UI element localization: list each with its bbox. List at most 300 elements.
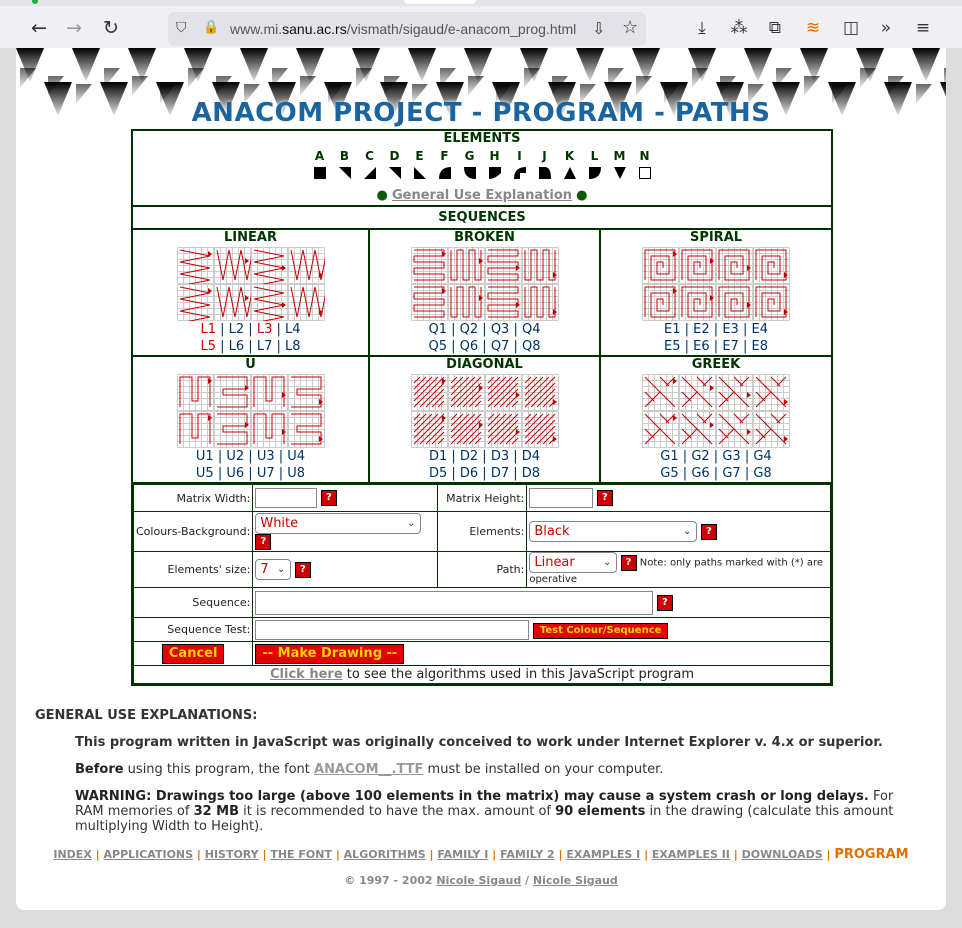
element-letter: F <box>440 149 449 163</box>
path-thumbnail-icon[interactable] <box>177 284 214 321</box>
code-separator: | <box>738 339 752 354</box>
sequence-codes-row <box>601 449 831 465</box>
path-thumbnail-icon[interactable] <box>177 411 214 448</box>
path-thumbnail-icon[interactable] <box>411 247 448 284</box>
address-bar[interactable] <box>168 12 646 46</box>
nav-separator: | <box>331 848 344 861</box>
sequence-code-link[interactable]: L5 <box>200 339 216 354</box>
thumbnail-grid <box>177 247 325 321</box>
sequence-codes-row <box>133 322 368 338</box>
algorithms-text: to see the algorithms used in this JavaScript program <box>342 667 694 682</box>
path-thumbnail-icon[interactable] <box>448 284 485 321</box>
sequence-code-link[interactable]: L7 <box>256 339 273 354</box>
nav-separator: | <box>822 848 835 861</box>
sequence-code-link[interactable]: L6 <box>228 339 245 354</box>
element-l <box>582 149 607 182</box>
code-separator: | <box>274 449 288 464</box>
sequence-codes-row <box>370 322 599 338</box>
path-thumbnail-icon[interactable] <box>485 374 522 411</box>
code-separator: | <box>213 466 227 481</box>
code-separator: | <box>478 322 491 337</box>
sequence-code-link[interactable]: G3 <box>722 449 741 464</box>
elements-header: ELEMENTS <box>443 131 521 146</box>
reload-button[interactable]: ↻ <box>103 17 119 39</box>
sequence-cell <box>253 588 831 618</box>
code-separator: | <box>740 449 754 464</box>
program-panel <box>131 129 833 686</box>
paragraph-font <box>75 762 895 777</box>
puzzle-icon[interactable]: ⧉ <box>768 18 782 38</box>
url-text[interactable] <box>230 21 576 37</box>
code-separator: | <box>709 339 723 354</box>
code-separator: | <box>447 322 460 337</box>
path-thumbnail-icon[interactable] <box>251 411 288 448</box>
size-help-button[interactable]: ? <box>295 562 311 578</box>
element-i <box>507 149 532 182</box>
sequence-code-link[interactable]: D7 <box>490 466 510 481</box>
element-letter: J <box>542 149 547 163</box>
page-title: ANACOM PROJECT - PROGRAM - PATHS <box>191 98 771 128</box>
author-email-link[interactable]: Nicole Sigaud <box>532 874 618 887</box>
sequence-code-link[interactable]: E6 <box>693 339 710 354</box>
group-title: DIAGONAL <box>446 357 523 372</box>
path-thumbnail-icon[interactable] <box>485 411 522 448</box>
matrix-height-help-button[interactable]: ? <box>597 490 613 506</box>
elements-colour-label: Elements: <box>438 512 527 552</box>
nav-link-the-font[interactable]: THE FONT <box>270 848 332 861</box>
element-list <box>133 149 831 182</box>
code-separator: | <box>244 339 257 354</box>
sequence-code-link[interactable]: D4 <box>521 449 541 464</box>
path-thumbnail-icon[interactable] <box>288 247 325 284</box>
sequence-code-link[interactable]: Q1 <box>428 322 447 337</box>
elements-section <box>133 131 831 207</box>
code-separator: | <box>478 466 491 481</box>
copyright-line <box>16 874 946 887</box>
elements-size-select[interactable] <box>255 559 291 580</box>
element-letter: K <box>564 149 575 163</box>
nav-link-applications[interactable]: APPLICATIONS <box>103 848 194 861</box>
cancel-cell <box>134 642 253 666</box>
code-separator: | <box>216 322 229 337</box>
code-separator: | <box>274 466 288 481</box>
element-letter: D <box>389 149 400 163</box>
sequence-code-link[interactable]: Q5 <box>428 339 447 354</box>
chevron-down-icon: ⌄ <box>602 557 612 568</box>
sequence-code-link[interactable]: Q6 <box>459 339 479 354</box>
elements-colour-cell <box>527 512 831 552</box>
sequence-code-link[interactable]: L1 <box>200 322 216 337</box>
background-colour-cell <box>253 512 438 552</box>
sequence-code-link[interactable]: D8 <box>521 466 541 481</box>
path-thumbnail-icon[interactable] <box>716 247 753 284</box>
path-note: Note: only paths marked with (*) are operative <box>529 557 824 585</box>
sequence-code-link[interactable]: Q2 <box>459 322 479 337</box>
elements-size-cell <box>253 552 438 588</box>
tab-indicator <box>32 0 38 4</box>
extensions-grid-icon[interactable]: ⁂ <box>730 18 748 38</box>
warning-ram-lead: For RAM memories of <box>75 789 894 819</box>
sequence-code-link[interactable]: E4 <box>751 322 768 337</box>
path-thumbnail-icon[interactable] <box>177 247 214 284</box>
element-letter: A <box>314 149 325 163</box>
element-glyph-icon <box>414 167 426 179</box>
sequence-test-label: Sequence Test: <box>134 618 253 642</box>
sequence-codes-row <box>370 466 599 482</box>
path-thumbnail-icon[interactable] <box>679 374 716 411</box>
code-separator: | <box>244 466 257 481</box>
sequence-code-link[interactable]: U5 <box>195 466 214 481</box>
sequence-code-link[interactable]: U3 <box>256 449 275 464</box>
background-colour-value: White <box>260 516 299 531</box>
path-cell <box>527 552 831 588</box>
path-thumbnail-icon[interactable] <box>448 411 485 448</box>
element-letter: N <box>639 149 650 163</box>
font-sentence-end: must be installed on your computer. <box>423 762 664 777</box>
sequence-code-link[interactable]: Q3 <box>490 322 510 337</box>
sequence-test-cell <box>253 618 831 642</box>
path-thumbnail-icon[interactable] <box>411 374 448 411</box>
element-letter: C <box>365 149 374 163</box>
path-help-button[interactable]: ? <box>621 555 637 571</box>
element-g <box>457 149 482 182</box>
elements-size-label: Elements' size: <box>134 552 253 588</box>
path-thumbnail-icon[interactable] <box>411 284 448 321</box>
group-linear <box>133 230 370 355</box>
group-spiral <box>601 230 831 355</box>
sequence-code-link[interactable]: U7 <box>256 466 275 481</box>
element-glyph-icon <box>564 167 576 179</box>
back-button[interactable]: ← <box>31 17 47 39</box>
background-help-button[interactable]: ? <box>255 534 271 550</box>
font-file-link[interactable]: ANACOM__.TTF <box>314 762 424 777</box>
path-thumbnail-icon[interactable] <box>716 284 753 321</box>
nav-link-examples-ii[interactable]: EXAMPLES II <box>651 848 730 861</box>
element-letter: L <box>590 149 599 163</box>
nav-link-downloads[interactable]: DOWNLOADS <box>741 848 823 861</box>
element-a <box>307 149 332 182</box>
sequence-code-link[interactable]: L3 <box>256 322 273 337</box>
sequence-codes-row <box>133 339 368 355</box>
elements-size-value: 7 <box>260 562 269 577</box>
sequence-code-link[interactable]: U2 <box>226 449 245 464</box>
algorithms-row <box>134 666 831 684</box>
element-m <box>607 149 632 182</box>
path-thumbnail-icon[interactable] <box>642 411 679 448</box>
sequence-code-link[interactable]: U1 <box>195 449 214 464</box>
test-colour-sequence-button[interactable]: Test Colour/Sequence <box>533 623 669 639</box>
cancel-button[interactable]: Cancel <box>162 644 225 664</box>
path-thumbnail-icon[interactable] <box>288 374 325 411</box>
element-e <box>407 149 432 182</box>
sequence-code-link[interactable]: E7 <box>722 339 739 354</box>
element-letter: M <box>613 149 626 163</box>
element-glyph-icon <box>489 167 501 179</box>
element-glyph-icon <box>464 167 476 179</box>
element-glyph-icon <box>614 167 626 179</box>
sequence-code-link[interactable]: L2 <box>228 322 245 337</box>
sequence-codes-row <box>370 339 599 355</box>
code-separator: | <box>740 466 754 481</box>
elements-colour-select[interactable] <box>529 521 697 542</box>
group-title: U <box>245 357 256 372</box>
nav-link-algorithms[interactable]: ALGORITHMS <box>343 848 426 861</box>
path-thumbnail-icon[interactable] <box>522 374 559 411</box>
nav-separator: | <box>729 848 742 861</box>
paragraph-javascript: This program written in JavaScript was originally conceived to work under Internet Explorer v. 4.x or superior. <box>75 735 883 750</box>
sequence-code-link[interactable]: Q8 <box>522 339 541 354</box>
code-separator: | <box>447 339 460 354</box>
footer-navigation <box>16 847 946 862</box>
shield-icon[interactable]: ⛉ <box>176 20 187 36</box>
overflow-chevron-icon[interactable]: » <box>880 18 892 38</box>
path-thumbnail-icon[interactable] <box>753 284 790 321</box>
bookmark-star-icon[interactable]: ☆ <box>622 17 639 38</box>
code-separator: | <box>678 466 692 481</box>
sequence-input[interactable] <box>255 591 653 615</box>
group-title: SPIRAL <box>689 230 743 245</box>
url-prefix: www.mi. <box>230 21 283 37</box>
element-glyph-icon <box>589 167 601 179</box>
drawing-form <box>133 484 831 684</box>
url-domain: sanu.ac.rs <box>282 21 347 37</box>
path-thumbnail-icon[interactable] <box>642 247 679 284</box>
warning-max-value: 90 elements <box>555 804 646 819</box>
path-thumbnail-icon[interactable] <box>753 374 790 411</box>
sidebar-icon[interactable]: ◫ <box>842 18 860 38</box>
font-sentence-mid: using this program, the font <box>123 762 315 777</box>
sequence-code-link[interactable]: E5 <box>664 339 681 354</box>
elements-colour-value: Black <box>534 524 570 539</box>
page-content <box>16 48 946 910</box>
sequence-code-link[interactable]: D2 <box>459 449 479 464</box>
sequence-code-link[interactable]: G5 <box>660 466 679 481</box>
make-drawing-button[interactable]: -- Make Drawing -- <box>255 644 404 664</box>
elements-help-button[interactable]: ? <box>701 524 717 540</box>
element-n <box>632 149 657 182</box>
group-diagonal <box>370 357 601 482</box>
element-glyph-icon <box>314 167 326 179</box>
path-thumbnail-icon[interactable] <box>716 374 753 411</box>
paragraph-warning <box>75 789 895 834</box>
warning-max-lead: it is recommended to have the max. amount of <box>239 804 556 819</box>
sequences-header-row <box>133 207 831 230</box>
group-u <box>133 357 370 482</box>
sequences-header: SEQUENCES <box>438 210 526 225</box>
sequence-code-link[interactable]: G2 <box>691 449 710 464</box>
sequence-code-link[interactable]: E1 <box>664 322 681 337</box>
code-separator: | <box>447 466 460 481</box>
code-separator: | <box>478 449 491 464</box>
nav-link-family-2[interactable]: FAMILY 2 <box>500 848 555 861</box>
matrix-width-help-button[interactable]: ? <box>321 490 337 506</box>
sequence-test-input[interactable] <box>255 620 529 640</box>
sequence-code-link[interactable]: U6 <box>226 466 245 481</box>
path-thumbnail-icon[interactable] <box>642 284 679 321</box>
path-thumbnail-icon[interactable] <box>288 411 325 448</box>
thumbnail-grid <box>642 374 790 448</box>
code-separator: | <box>738 322 752 337</box>
sequence-row-2 <box>133 357 831 484</box>
path-thumbnail-icon[interactable] <box>716 411 753 448</box>
path-thumbnail-icon[interactable] <box>411 411 448 448</box>
path-select[interactable] <box>529 552 617 573</box>
sequence-code-link[interactable]: Q7 <box>490 339 510 354</box>
sequence-code-link[interactable]: D5 <box>428 466 448 481</box>
chevron-down-icon: ⌄ <box>406 518 416 529</box>
nav-link-family-i[interactable]: FAMILY I <box>437 848 489 861</box>
sequence-help-button[interactable]: ? <box>657 595 673 611</box>
code-separator: | <box>680 339 694 354</box>
nav-link-examples-i[interactable]: EXAMPLES I <box>566 848 641 861</box>
author-separator: / <box>525 874 530 887</box>
path-thumbnail-icon[interactable] <box>448 247 485 284</box>
code-separator: | <box>709 466 723 481</box>
sequence-codes-row <box>601 339 831 355</box>
sequence-code-link[interactable]: G1 <box>660 449 679 464</box>
code-separator: | <box>478 339 491 354</box>
element-glyph-icon <box>539 167 551 179</box>
path-thumbnail-icon[interactable] <box>485 247 522 284</box>
element-k <box>557 149 582 182</box>
sequence-code-link[interactable]: D6 <box>459 466 479 481</box>
path-thumbnail-icon[interactable] <box>214 411 251 448</box>
nav-link-history[interactable]: HISTORY <box>204 848 259 861</box>
matrix-width-label: Matrix Width: <box>134 485 253 512</box>
group-broken <box>370 230 601 355</box>
algorithms-link[interactable]: Click here <box>270 667 343 682</box>
author-link[interactable]: Nicole Sigaud <box>436 874 522 887</box>
path-thumbnail-icon[interactable] <box>522 284 559 321</box>
background-colour-select[interactable] <box>255 513 421 534</box>
sequence-code-link[interactable]: G4 <box>753 449 772 464</box>
path-thumbnail-icon[interactable] <box>214 374 251 411</box>
matrix-width-cell <box>253 485 438 512</box>
path-thumbnail-icon[interactable] <box>251 247 288 284</box>
element-glyph-icon <box>339 167 351 179</box>
path-value: Linear <box>534 555 575 570</box>
lock-icon[interactable]: 🔒 <box>203 20 220 35</box>
save-page-icon[interactable]: ⇩ <box>592 19 606 38</box>
code-separator: | <box>244 322 257 337</box>
code-separator: | <box>678 449 692 464</box>
nav-separator: | <box>193 848 205 861</box>
chevron-down-icon: ⌄ <box>682 526 692 537</box>
path-thumbnail-icon[interactable] <box>214 284 251 321</box>
nav-separator: | <box>91 848 104 861</box>
path-thumbnail-icon[interactable] <box>448 374 485 411</box>
sequence-code-link[interactable]: U8 <box>287 466 306 481</box>
url-path: /vismath/sigaud/e-anacom_prog.html <box>346 21 577 37</box>
sequence-code-link[interactable]: Q4 <box>522 322 541 337</box>
sequence-code-link[interactable]: D3 <box>490 449 510 464</box>
element-glyph-icon <box>364 167 376 179</box>
sequence-code-link[interactable]: G6 <box>691 466 710 481</box>
copyright-years: © 1997 - 2002 <box>344 874 433 887</box>
element-letter: E <box>415 149 424 163</box>
path-thumbnail-icon[interactable] <box>485 284 522 321</box>
path-thumbnail-icon[interactable] <box>753 247 790 284</box>
general-use-link[interactable]: General Use Explanation <box>391 188 573 203</box>
matrix-height-cell <box>527 485 831 512</box>
chevron-down-icon: ⌄ <box>276 564 286 575</box>
sequence-code-link[interactable]: D1 <box>428 449 448 464</box>
active-tab[interactable] <box>404 0 476 4</box>
sequence-code-link[interactable]: G7 <box>722 466 741 481</box>
path-thumbnail-icon[interactable] <box>522 411 559 448</box>
element-f <box>432 149 457 182</box>
addon-icon[interactable]: ≋ <box>805 18 821 38</box>
sequence-code-link[interactable]: E3 <box>722 322 739 337</box>
path-thumbnail-icon[interactable] <box>251 284 288 321</box>
sequence-code-link[interactable]: U4 <box>287 449 306 464</box>
matrix-width-input[interactable] <box>255 488 317 508</box>
sequence-code-link[interactable]: G8 <box>753 466 772 481</box>
thumbnail-grid <box>411 374 559 448</box>
path-thumbnail-icon[interactable] <box>522 247 559 284</box>
group-title: GREEK <box>691 357 741 372</box>
path-thumbnail-icon[interactable] <box>753 411 790 448</box>
code-separator: | <box>216 339 229 354</box>
downloads-icon[interactable]: ⤓ <box>698 18 706 38</box>
nav-separator: | <box>640 848 652 861</box>
code-separator: | <box>447 449 460 464</box>
menu-icon[interactable]: ≡ <box>915 18 931 38</box>
forward-button[interactable]: → <box>66 17 82 39</box>
path-thumbnail-icon[interactable] <box>251 374 288 411</box>
element-j <box>532 149 557 182</box>
matrix-height-label: Matrix Height: <box>438 485 527 512</box>
path-thumbnail-icon[interactable] <box>679 411 716 448</box>
path-thumbnail-icon[interactable] <box>288 284 325 321</box>
code-separator: | <box>244 449 257 464</box>
nav-link-index[interactable]: INDEX <box>53 848 92 861</box>
code-separator: | <box>272 322 285 337</box>
sequence-code-link[interactable]: L8 <box>285 339 301 354</box>
element-d <box>382 149 407 182</box>
nav-separator: | <box>488 848 501 861</box>
code-separator: | <box>709 322 723 337</box>
nav-separator: | <box>554 848 567 861</box>
sequence-code-link[interactable]: E2 <box>693 322 710 337</box>
browser-toolbar <box>0 0 962 48</box>
path-thumbnail-icon[interactable] <box>642 374 679 411</box>
background-colour-label: Colours-Background: <box>134 512 253 552</box>
element-letter: H <box>489 149 500 163</box>
sequence-label: Sequence: <box>134 588 253 618</box>
code-separator: | <box>509 322 522 337</box>
path-thumbnail-icon[interactable] <box>177 374 214 411</box>
warning-tail: in the drawing (calculate this amount multiplying Width to Height). <box>75 804 894 834</box>
thumbnail-grid <box>411 247 559 321</box>
code-separator: | <box>509 466 522 481</box>
path-thumbnail-icon[interactable] <box>214 247 251 284</box>
make-drawing-cell <box>253 642 831 666</box>
matrix-height-input[interactable] <box>529 488 593 508</box>
code-separator: | <box>213 449 227 464</box>
sequence-code-link[interactable]: L4 <box>285 322 301 337</box>
sequence-codes-row <box>601 466 831 482</box>
path-thumbnail-icon[interactable] <box>679 247 716 284</box>
path-thumbnail-icon[interactable] <box>679 284 716 321</box>
element-c <box>357 149 382 182</box>
code-separator: | <box>509 449 522 464</box>
element-glyph-icon <box>514 167 526 179</box>
sequence-codes-row <box>601 322 831 338</box>
code-separator: | <box>272 339 285 354</box>
code-separator: | <box>509 339 522 354</box>
sequence-code-link[interactable]: E8 <box>751 339 768 354</box>
